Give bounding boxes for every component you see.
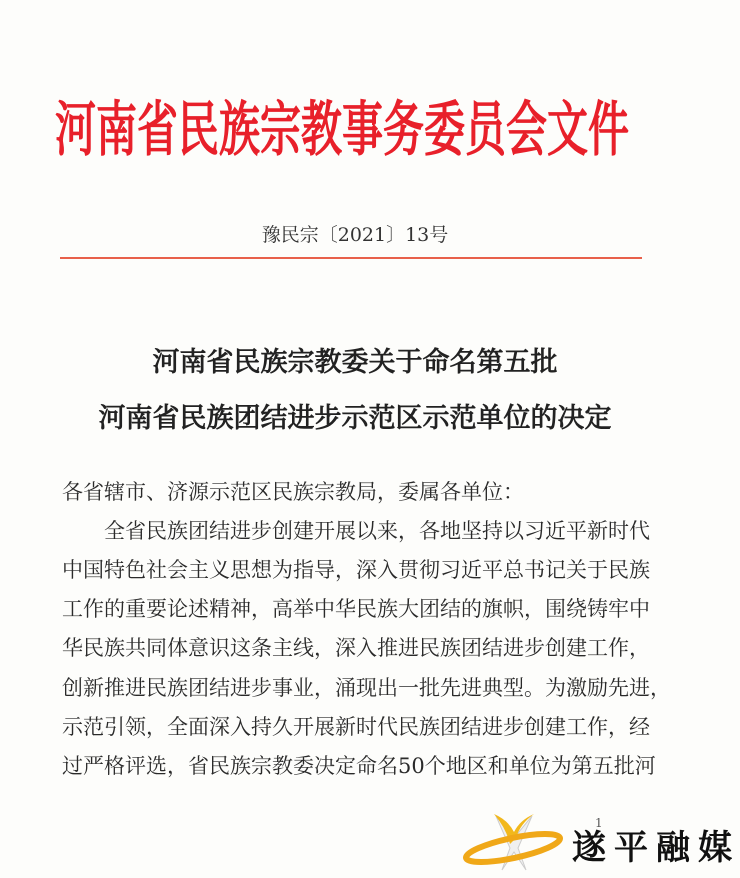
body-line: 中国特色社会主义思想为指导，深入贯彻习近平总书记关于民族 bbox=[62, 558, 650, 582]
body-line: 全省民族团结进步创建开展以来，各地坚持以习近平新时代 bbox=[62, 519, 650, 543]
body-line: 过严格评选，省民族宗教委决定命名50个地区和单位为第五批河 bbox=[62, 754, 656, 778]
logo-emblem-icon bbox=[458, 808, 568, 874]
body-line: 工作的重要论述精神，高举中华民族大团结的旗帜，围绕铸牢中 bbox=[62, 597, 650, 621]
document-heading-line-1: 河南省民族宗教委关于命名第五批 bbox=[152, 347, 558, 378]
body-line: 示范引领，全面深入持久开展新时代民族团结进步创建工作，经 bbox=[62, 715, 650, 739]
salutation: 各省辖市、济源示范区民族宗教局，委属各单位： bbox=[62, 480, 524, 504]
watermark-text: 遂平融媒 bbox=[572, 828, 740, 868]
body-line: 创新推进民族团结进步事业，涌现出一批先进典型。为激励先进， bbox=[62, 676, 671, 700]
watermark-logo bbox=[458, 808, 740, 874]
document-number: 豫民宗〔2021〕13号 bbox=[261, 224, 449, 246]
document-heading-line-2: 河南省民族团结进步示范区示范单位的决定 bbox=[98, 403, 612, 434]
document-title: 河南省民族宗教事务委员会文件 bbox=[55, 95, 629, 165]
red-divider bbox=[60, 257, 642, 259]
body-line: 华民族共同体意识这条主线，深入推进民族团结进步创建工作， bbox=[62, 636, 650, 660]
page-number: 1 bbox=[595, 816, 603, 830]
